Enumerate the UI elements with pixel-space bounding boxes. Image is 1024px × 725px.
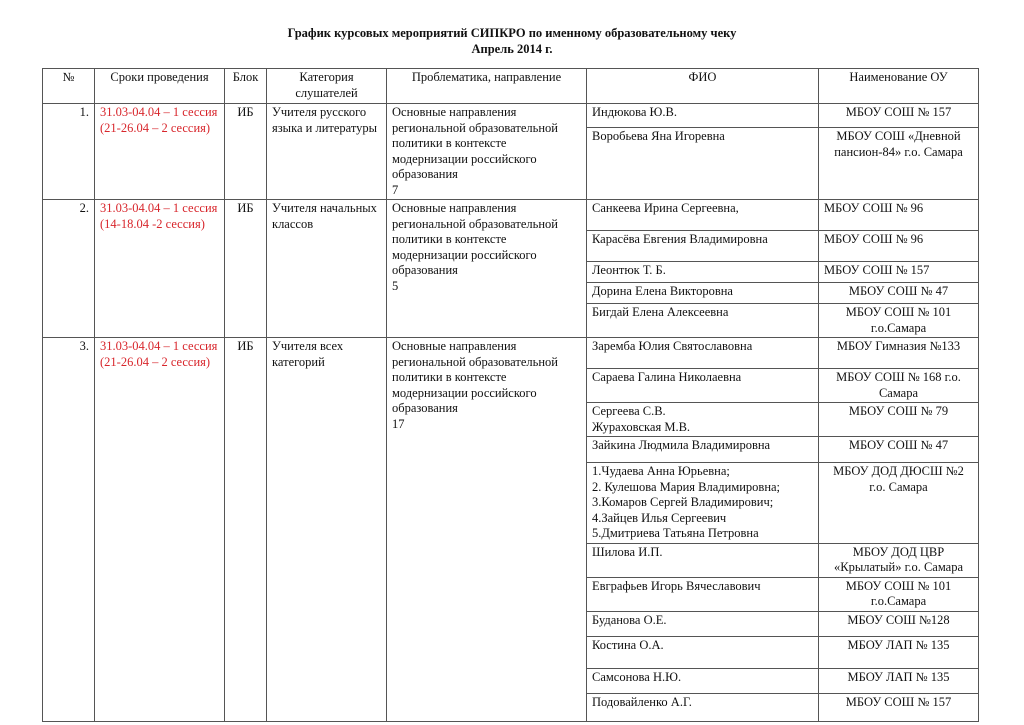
participant-name: Дорина Елена Викторовна [587, 283, 819, 304]
header-topic: Проблематика, направление [387, 69, 587, 104]
participant-name: Карасёва Евгения Владимировна [587, 231, 819, 262]
participant-name: Бигдай Елена Алексеевна [587, 304, 819, 338]
organization: МБОУ СОШ «Дневной пансион-84» г.о. Самара [819, 128, 979, 200]
participant-count: 5 [392, 278, 399, 293]
participant-name: Воробьева Яна Игоревна [587, 128, 819, 200]
session-dates: 31.03-04.04 – 1 сессия (21-26.04 – 2 сессия) [95, 104, 225, 200]
participant-name: Леонтюк Т. Б. [587, 262, 819, 283]
participant-name: Буданова О.Е. [587, 611, 819, 636]
title-line-1: График курсовых мероприятий СИПКРО по именному образовательному чеку [287, 26, 737, 40]
participant-name: Индюкова Ю.В. [587, 104, 819, 128]
organization: МБОУ СОШ № 168 г.о. Самара [819, 369, 979, 403]
topic: Основные направления региональной образовательной политики в контексте модернизации российского образования [392, 339, 558, 415]
organization: МБОУ СОШ № 157 [819, 262, 979, 283]
participant-name: Подовайленко А.Г. [587, 693, 819, 721]
organization: МБОУ ДОД ДЮСШ №2 г.о. Самара [819, 463, 979, 544]
listener-category: Учителя всех категорий [267, 338, 387, 722]
organization: МБОУ ЛАП № 135 [819, 668, 979, 693]
header-name: ФИО [587, 69, 819, 104]
topic: Основные направления региональной образовательной политики в контексте модернизации российского образования [392, 105, 558, 181]
listener-category: Учителя русского языка и литературы [267, 104, 387, 200]
header-dates: Сроки проведения [95, 69, 225, 104]
header-category: Категория слушателей [267, 69, 387, 104]
topic-cell [387, 338, 587, 722]
participant-name: Санкеева Ирина Сергеевна, [587, 200, 819, 231]
row-number: 2. [43, 200, 95, 338]
organization: МБОУ СОШ № 157 [819, 693, 979, 721]
organization: МБОУ СОШ № 101 г.о.Самара [819, 304, 979, 338]
organization: МБОУ СОШ №128 [819, 611, 979, 636]
row-number: 3. [43, 338, 95, 722]
listener-category: Учителя начальных классов [267, 200, 387, 338]
table-row [43, 200, 979, 231]
header-row [43, 69, 979, 104]
topic: Основные направления региональной образовательной политики в контексте модернизации российского образования [392, 201, 558, 277]
table-row [43, 338, 979, 369]
session-dates: 31.03-04.04 – 1 сессия (14-18.04 -2 сессия) [95, 200, 225, 338]
organization: МБОУ СОШ № 47 [819, 283, 979, 304]
organization: МБОУ ЛАП № 135 [819, 636, 979, 668]
participant-count: 7 [392, 182, 399, 197]
organization: МБОУ ДОД ЦВР «Крылатый» г.о. Самара [819, 543, 979, 577]
participant-name: Сергеева С.В. Жураховская М.В. [587, 403, 819, 437]
participant-name: Зайкина Людмила Владимировна [587, 437, 819, 463]
organization: МБОУ СОШ № 96 [819, 200, 979, 231]
table-row [43, 104, 979, 128]
header-block: Блок [225, 69, 267, 104]
row-number: 1. [43, 104, 95, 200]
organization: МБОУ СОШ № 157 [819, 104, 979, 128]
document-title [0, 25, 1024, 57]
organization: МБОУ СОШ № 101 г.о.Самара [819, 577, 979, 611]
participant-name: 1.Чудаева Анна Юрьевна; 2. Кулешова Мария Владимировна; 3.Комаров Сергей Владимирович; 4.Зайцев Илья Сергеевич 5.Дмитриева Татьяна Петровна [587, 463, 819, 544]
header-org: Наименование ОУ [819, 69, 979, 104]
participant-name: Шилова И.П. [587, 543, 819, 577]
organization: МБОУ СОШ № 79 [819, 403, 979, 437]
block: ИБ [225, 200, 267, 338]
participant-name: Самсонова Н.Ю. [587, 668, 819, 693]
title-line-2: Апрель 2014 г. [471, 42, 553, 56]
topic-cell [387, 200, 587, 338]
participant-name: Заремба Юлия Святославовна [587, 338, 819, 369]
organization: МБОУ Гимназия №133 [819, 338, 979, 369]
schedule-table [42, 68, 979, 722]
block: ИБ [225, 338, 267, 722]
topic-cell [387, 104, 587, 200]
participant-count: 17 [392, 416, 405, 431]
participant-name: Костина О.А. [587, 636, 819, 668]
participant-name: Евграфьев Игорь Вячеславович [587, 577, 819, 611]
session-dates: 31.03-04.04 – 1 сессия (21-26.04 – 2 сессия) [95, 338, 225, 722]
participant-name: Сараева Галина Николаевна [587, 369, 819, 403]
block: ИБ [225, 104, 267, 200]
header-num: № [43, 69, 95, 104]
organization: МБОУ СОШ № 96 [819, 231, 979, 262]
organization: МБОУ СОШ № 47 [819, 437, 979, 463]
